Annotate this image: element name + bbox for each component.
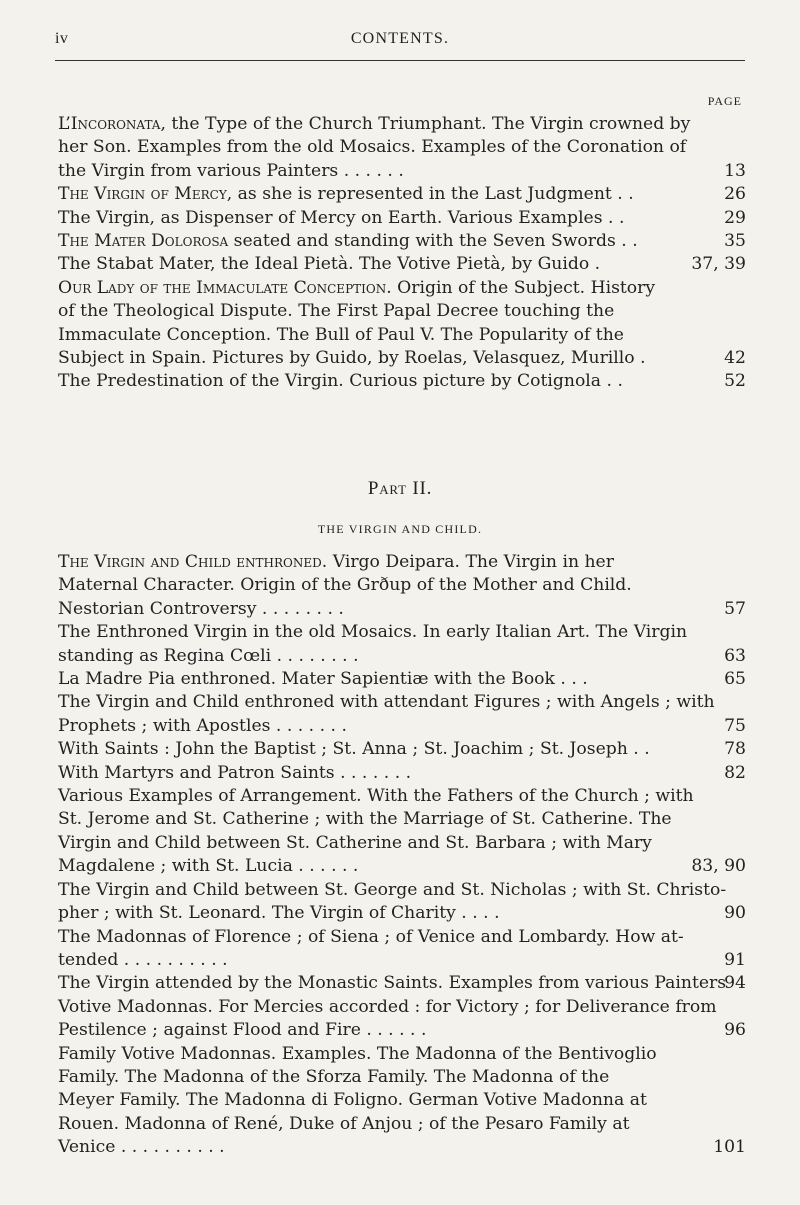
toc-entry-text: Immaculate Conception. The Bull of Paul V. The Popularity of the (58, 324, 624, 345)
toc-entry-line (58, 832, 746, 855)
toc-page-number: 26 (724, 184, 746, 205)
toc-entry-line (58, 113, 746, 136)
toc-entry-text: pher ; with St. Leonard. The Virgin of Charity . . . . (58, 903, 500, 924)
toc-entry-text: The Enthroned Virgin in the old Mosaics. In early Italian Art. The Virgin (58, 622, 688, 643)
toc-entry-text: The Madonnas of Florence ; of Siena ; of Venice and Lombardy. How at- (58, 926, 684, 947)
toc-entry-line (58, 972, 746, 995)
toc-entry-text: standing as Regina Cœli . . . . . . . . (58, 645, 359, 666)
page-folio: iv (55, 30, 69, 47)
toc-entry-line (58, 277, 746, 300)
toc-entry (58, 230, 746, 253)
header-rule (55, 60, 745, 61)
toc-entry-line (58, 855, 746, 878)
toc-page-number: 65 (724, 669, 746, 690)
toc-entry-text: Prophets ; with Apostles . . . . . . . (58, 715, 347, 736)
part-title: Part II. (367, 478, 433, 499)
toc-page-number: 13 (724, 160, 746, 181)
toc-entry-text: her Son. Examples from the old Mosaics. Examples of the Coronation of (58, 137, 687, 158)
toc-entry-text: With Martyrs and Patron Saints . . . . . . . (58, 762, 412, 783)
toc-entry-text: Meyer Family. The Madonna di Foligno. German Votive Madonna at (58, 1090, 647, 1111)
toc-entry-line (58, 324, 746, 347)
toc-entry-text: Pestilence ; against Flood and Fire . . . . . . (58, 1020, 427, 1041)
contents-section-2 (58, 551, 746, 1160)
toc-entry-text: St. Jerome and St. Catherine ; with the Marriage of St. Catherine. The (58, 809, 672, 830)
toc-entry-line (58, 598, 746, 621)
toc-entry (58, 668, 746, 691)
toc-page-number: 52 (724, 371, 746, 392)
toc-page-number: 94 (724, 973, 746, 994)
toc-entry-text: With Saints : John the Baptist ; St. Anna ; St. Joachim ; St. Joseph . . (58, 739, 650, 760)
toc-entry-line (58, 785, 746, 808)
toc-entry-line (58, 253, 746, 276)
toc-entry-line (58, 1066, 746, 1089)
toc-entry-line (58, 645, 746, 668)
toc-page-number: 57 (724, 598, 746, 619)
toc-entry-text: The Virgin and Child enthroned with attendant Figures ; with Angels ; with (58, 692, 715, 713)
toc-entry-line (58, 230, 746, 253)
toc-entry (58, 183, 746, 206)
toc-entry-text: of the Theological Dispute. The First Papal Decree touching the (58, 301, 615, 322)
toc-entry-text: Virgo Deipara. The Virgin in her (327, 552, 614, 572)
toc-entry-text: The Virgin attended by the Monastic Saints. Examples from various Painters (58, 973, 727, 994)
toc-entry (58, 253, 746, 276)
toc-entry-line (58, 1019, 746, 1042)
toc-entry-text: as she is represented in the Last Judgment . . (232, 184, 634, 205)
toc-entry-line (58, 347, 746, 370)
toc-entry-lead: Our Lady of the Immaculate Conception. (58, 277, 392, 298)
toc-entry-text: Origin of the Subject. History (391, 277, 656, 298)
toc-entry-text: Magdalene ; with St. Lucia . . . . . . (58, 856, 359, 877)
toc-entry-text: Rouen. Madonna of René, Duke of Anjou ; of the Pesaro Family at (58, 1113, 630, 1134)
toc-entry-text: The Virgin, as Dispenser of Mercy on Earth. Various Examples . . (58, 207, 625, 228)
toc-page-number: 82 (724, 762, 746, 783)
toc-entry-lead: The Virgin and Child enthroned. (58, 552, 328, 572)
running-title: CONTENTS. (350, 30, 450, 47)
toc-entry (58, 926, 746, 973)
toc-entry-line (58, 160, 746, 183)
toc-page-number: 83, 90 (691, 856, 746, 877)
toc-entry (58, 996, 746, 1043)
toc-entry-line (58, 1136, 746, 1159)
toc-entry-line (58, 902, 746, 925)
toc-entry-line (58, 762, 746, 785)
toc-entry-text: The Stabat Mater, the Ideal Pietà. The Votive Pietà, by Guido . (58, 254, 601, 275)
toc-entry-lead: The Mater Dolorosa (58, 231, 229, 252)
toc-entry-line (58, 668, 746, 691)
toc-entry-line (58, 136, 746, 159)
toc-entry-text: Maternal Character. Origin of the Grðup of the Mother and Child. (58, 575, 632, 596)
toc-entry-lead: The Virgin of Mercy, (58, 184, 233, 205)
toc-entry-text: The Virgin and Child between St. George and St. Nicholas ; with St. Christo- (58, 879, 727, 900)
toc-entry-line (58, 621, 746, 644)
toc-entry-line (58, 715, 746, 738)
toc-page-number: 91 (724, 949, 746, 970)
toc-page-number: 37, 39 (691, 254, 746, 275)
toc-entry-text: tended . . . . . . . . . . (58, 949, 228, 970)
toc-entry-line (58, 691, 746, 714)
toc-entry (58, 207, 746, 230)
toc-page-number: 96 (724, 1020, 746, 1041)
toc-entry (58, 691, 746, 738)
toc-entry-line (58, 300, 746, 323)
toc-entry-text: the Virgin from various Painters . . . . . . (58, 160, 404, 181)
toc-entry-text: The Predestination of the Virgin. Curious picture by Cotignola . . (58, 371, 623, 392)
toc-entry-text: Venice . . . . . . . . . . (58, 1137, 225, 1158)
toc-entry-line (58, 949, 746, 972)
toc-entry (58, 762, 746, 785)
toc-entry-text: Subject in Spain. Pictures by Guido, by Roelas, Velasquez, Murillo . (58, 348, 646, 369)
contents-section-1 (58, 113, 746, 394)
running-head (55, 30, 745, 48)
toc-entry-line (58, 808, 746, 831)
toc-entry-text: Family. The Madonna of the Sforza Family. The Madonna of the (58, 1066, 610, 1087)
toc-entry (58, 370, 746, 393)
toc-entry-lead: L’Incoronata, (58, 114, 166, 134)
toc-page-number: 90 (724, 903, 746, 924)
toc-page-number: 42 (724, 348, 746, 369)
toc-entry-text: seated and standing with the Seven Swords . . (228, 231, 638, 252)
toc-entry (58, 277, 746, 371)
toc-entry (58, 113, 746, 183)
toc-entry-text: Virgin and Child between St. Catherine and St. Barbara ; with Mary (58, 832, 652, 853)
toc-entry (58, 879, 746, 926)
toc-entry-text: Nestorian Controversy . . . . . . . . (58, 598, 344, 619)
toc-entry-line (58, 1089, 746, 1112)
toc-entry (58, 972, 746, 995)
toc-page-number: 78 (724, 739, 746, 760)
toc-entry-line (58, 738, 746, 761)
toc-page-number: 35 (724, 231, 746, 252)
toc-entry-line (58, 996, 746, 1019)
toc-entry-line (58, 879, 746, 902)
toc-page-number: 75 (724, 715, 746, 736)
toc-entry (58, 738, 746, 761)
toc-entry-line (58, 1113, 746, 1136)
toc-page-number: 63 (724, 645, 746, 666)
page-column-label: PAGE (707, 94, 742, 108)
toc-entry-line (58, 370, 746, 393)
toc-entry-line (58, 574, 746, 597)
toc-entry-text: the Type of the Church Triumphant. The Virgin crowned by (165, 114, 691, 134)
toc-entry-line (58, 207, 746, 230)
toc-page-number: 29 (724, 207, 746, 228)
toc-entry-text: Family Votive Madonnas. Examples. The Madonna of the Bentivoglio (58, 1043, 657, 1064)
toc-entry-text: Various Examples of Arrangement. With the Fathers of the Church ; with (58, 786, 694, 807)
toc-entry (58, 551, 746, 621)
toc-entry-line (58, 551, 746, 574)
toc-entry-line (58, 1043, 746, 1066)
toc-entry-line (58, 926, 746, 949)
toc-entry-text: Votive Madonnas. For Mercies accorded : for Victory ; for Deliverance from (58, 996, 717, 1017)
toc-page-number: 101 (713, 1137, 746, 1158)
toc-entry (58, 621, 746, 668)
toc-entry (58, 1043, 746, 1160)
part-subtitle: THE VIRGIN AND CHILD. (317, 522, 483, 536)
toc-entry (58, 785, 746, 879)
toc-entry-text: La Madre Pia enthroned. Mater Sapientiæ with the Book . . . (58, 669, 588, 690)
toc-entry-line (58, 183, 746, 206)
